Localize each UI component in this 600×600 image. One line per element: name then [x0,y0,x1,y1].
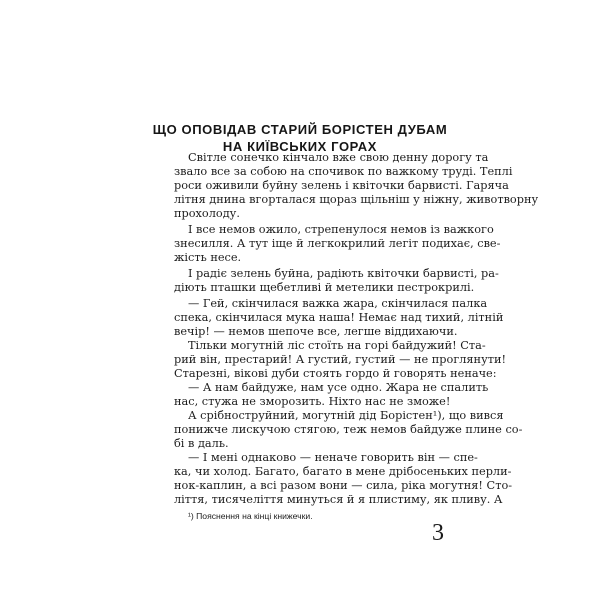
body-line: І радіє зелень буйна, радіють квіточки барвисті, ра- [188,267,499,280]
body-line: понижче лискучою стягою, теж немов байдуже плине со- [174,423,523,436]
body-line: ліття, тисячеліття минуться й я плистиму, як пливу. А [174,493,503,506]
body-line: знесилля. А тут іще й легкокрилий легіт подихає, све- [174,237,501,250]
body-line: А срібноструйний, могутній дід Борістен¹), що вився [188,409,504,422]
chapter-title-line-1: ЩО ОПОВІДАВ СТАРИЙ БОРІСТЕН ДУБАМ [152,122,448,137]
body-line: ка, чи холод. Багато, багато в мене дрібосеньких перли- [174,465,512,478]
body-line: вечір! — немов шепоче все, легше віддихаючи. [174,325,458,338]
body-line: — Гей, скінчилася важка жара, скінчилася палка [188,297,488,310]
body-line: Тільки могутній ліс стоїть на горі байдужий! Ста- [188,339,486,352]
body-line: нок-каплин, а всі разом вони — сила, ріка могутня! Сто- [174,479,513,492]
body-line: прохолоду. [174,207,240,220]
body-line: роси оживили буйну зелень і квіточки барвисті. Гаряча [174,179,509,192]
body-line: нас, стужа не зморозить. Ніхто нас не зможе! [174,395,451,408]
body-line: рий він, престарий! А густий, густий — не проглянути! [174,353,507,366]
footnote: ¹) Пояснення на кінці книжечки. [188,511,313,521]
body-line: спека, скінчилася мука наша! Немає над тихий, літній [174,311,504,324]
body-line: діють пташки щебетливі й метелики пестрокрилі. [174,281,475,294]
body-line: — І мені однаково — неначе говорить він — спе- [188,451,478,464]
body-line: літня днина вгорталася щораз щільніш у ніжну, животворну [174,193,539,206]
body-line: Світле сонечко кінчало вже свою денну дорогу та [188,151,489,164]
body-line: бі в даль. [174,437,229,450]
body-line: Старезні, вікові дуби стоять гордо й говорять неначе: [174,367,497,380]
page-number: 3 [432,520,444,546]
body-line: — А нам байдуже, нам усе одно. Жара не спалить [188,381,489,394]
chapter-title-line-2: НА КИЇВСЬКИХ ГОРАХ [222,139,378,154]
body-line: звало все за собою на спочивок по важкому труді. Теплі [174,165,513,178]
body-line: жість несе. [174,251,242,264]
body-line: І все немов ожило, стрепенулося немов із важкого [188,223,494,236]
